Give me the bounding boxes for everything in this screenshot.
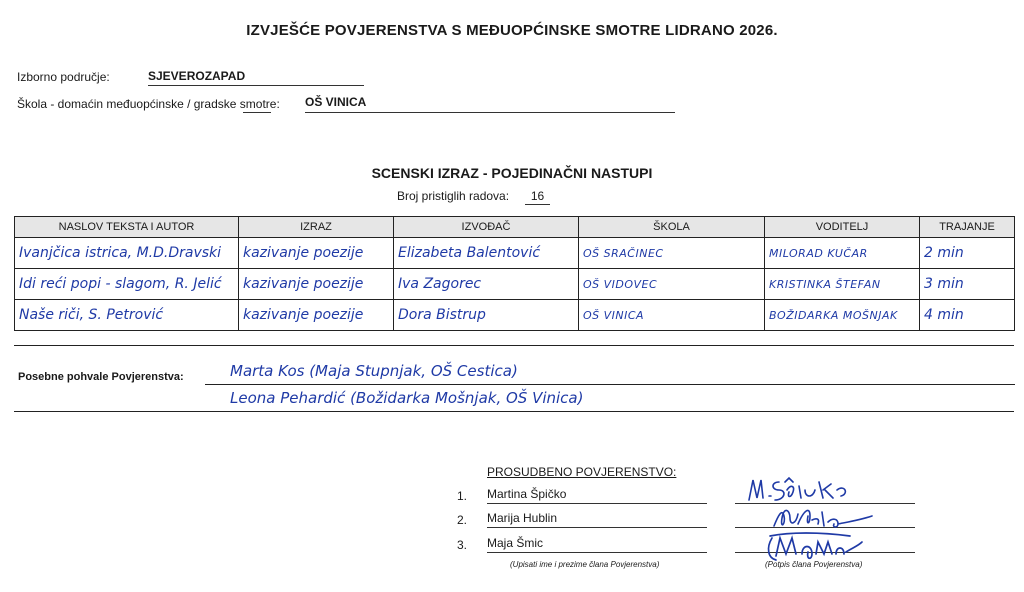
section-title: SCENSKI IZRAZ - POJEDINAČNI NASTUPI bbox=[371, 165, 653, 181]
member-name: Martina Špičko bbox=[487, 487, 567, 501]
count-value: 16 bbox=[525, 189, 550, 205]
region-label: Izborno područje: bbox=[17, 70, 110, 84]
col-header-expression: IZRAZ bbox=[239, 217, 394, 238]
cell-mentor: MILORAD KUČAR bbox=[765, 238, 920, 269]
table-row bbox=[15, 269, 1015, 300]
school-label: Škola - domaćin međuopćinske / gradske smotre: bbox=[17, 97, 280, 111]
cell-title: Idi reći popi - slagom, R. Jelić bbox=[15, 269, 239, 300]
committee-title: PROSUDBENO POVJERENSTVO: bbox=[487, 465, 677, 479]
member-name-line bbox=[487, 503, 707, 504]
region-value: SJEVEROZAPAD bbox=[148, 69, 364, 86]
names-caption: (Upisati ime i prezime člana Povjerenstva) bbox=[510, 560, 660, 569]
col-header-title: NASLOV TEKSTA I AUTOR bbox=[15, 217, 239, 238]
cell-title: Naše riči, S. Petrović bbox=[15, 300, 239, 331]
cell-school: OŠ SRAČINEC bbox=[579, 238, 765, 269]
cell-performer: Elizabeta Balentović bbox=[394, 238, 579, 269]
cell-mentor: KRISTINKA ŠTEFAN bbox=[765, 269, 920, 300]
praise-line-2: Leona Pehardić (Božidarka Mošnjak, OŠ Vinica) bbox=[230, 389, 584, 407]
cell-expression: kazivanje poezije bbox=[239, 269, 394, 300]
count-label: Broj pristiglih radova: bbox=[397, 189, 510, 203]
performances-table bbox=[14, 216, 1015, 331]
school-value: OŠ VINICA bbox=[305, 95, 675, 113]
cell-school: OŠ VINICA bbox=[579, 300, 765, 331]
table-bottom-rule bbox=[14, 345, 1014, 346]
cell-expression: kazivanje poezije bbox=[239, 300, 394, 331]
member-name: Maja Šmic bbox=[487, 536, 544, 550]
praise-label: Posebne pohvale Povjerenstva: bbox=[18, 371, 184, 383]
praise-rule-2 bbox=[14, 411, 1014, 412]
col-header-performer: IZVOĐAČ bbox=[394, 217, 579, 238]
praise-line-1: Marta Kos (Maja Stupnjak, OŠ Cestica) bbox=[230, 362, 518, 380]
cell-duration: 4 min bbox=[920, 300, 1015, 331]
member-name: Marija Hublin bbox=[487, 511, 558, 525]
table-header-row bbox=[15, 217, 1015, 238]
member-number: 1. bbox=[457, 489, 468, 503]
col-header-school: ŠKOLA bbox=[579, 217, 765, 238]
col-header-mentor: VODITELJ bbox=[765, 217, 920, 238]
praise-rule-1 bbox=[205, 384, 1015, 385]
signature-caption: (Potpis člana Povjerenstva) bbox=[765, 560, 863, 569]
table-row bbox=[15, 238, 1015, 269]
cell-school: OŠ VIDOVEC bbox=[579, 269, 765, 300]
cell-duration: 3 min bbox=[920, 269, 1015, 300]
col-header-duration: TRAJANJE bbox=[920, 217, 1015, 238]
member-number: 3. bbox=[457, 538, 468, 552]
cell-mentor: BOŽIDARKA MOŠNJAK bbox=[765, 300, 920, 331]
table-row bbox=[15, 300, 1015, 331]
cell-expression: kazivanje poezije bbox=[239, 238, 394, 269]
member-number: 2. bbox=[457, 513, 468, 527]
cell-title: Ivanjčica istrica, M.D.Dravski bbox=[15, 238, 239, 269]
school-label-underline bbox=[243, 112, 271, 113]
cell-performer: Iva Zagorec bbox=[394, 269, 579, 300]
member-name-line bbox=[487, 527, 707, 528]
cell-duration: 2 min bbox=[920, 238, 1015, 269]
document-title: IZVJEŠĆE POVJERENSTVA S MEĐUOPĆINSKE SMOTRE LIDRANO 2026. bbox=[246, 22, 778, 39]
member-name-line bbox=[487, 552, 707, 553]
cell-performer: Dora Bistrup bbox=[394, 300, 579, 331]
